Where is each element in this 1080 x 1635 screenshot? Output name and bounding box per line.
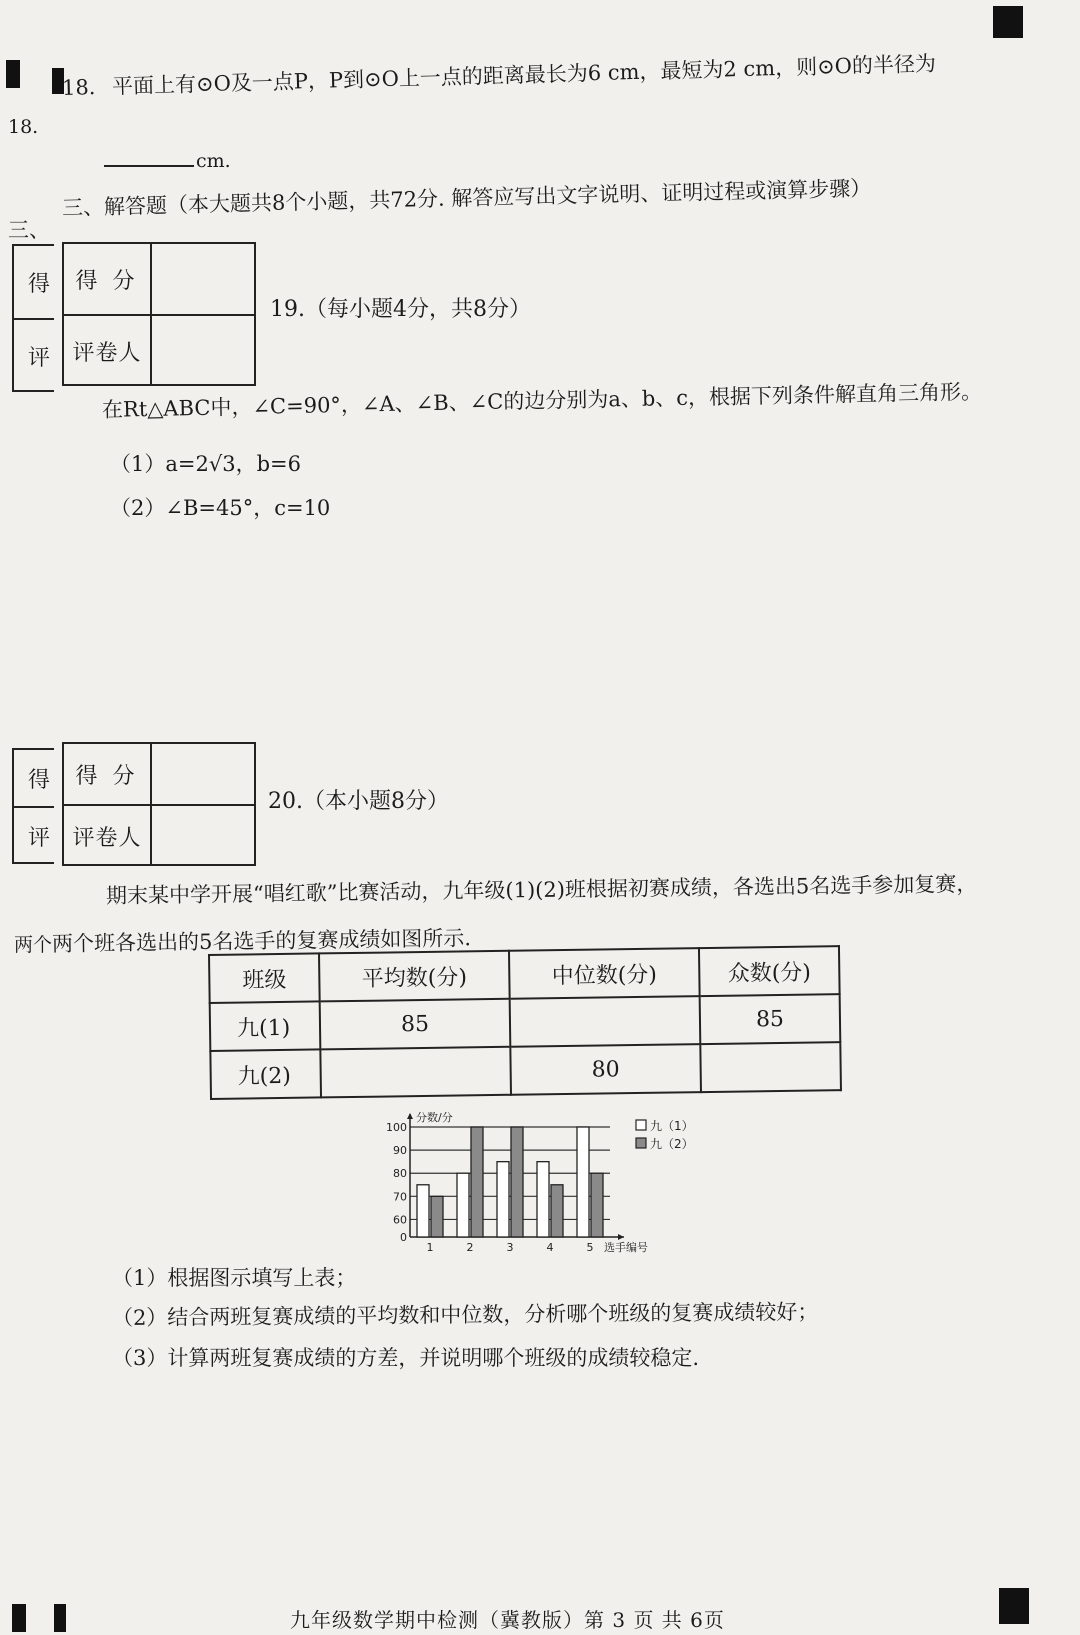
q18-margin-number: 18. bbox=[8, 116, 39, 138]
x-tick-label: 3 bbox=[506, 1241, 514, 1254]
table-header: 平均数(分) bbox=[319, 951, 510, 1002]
x-axis-label: 选手编号 bbox=[604, 1241, 648, 1254]
registration-mark-top-right bbox=[993, 6, 1023, 38]
q18-answer-blank bbox=[104, 165, 194, 167]
y-tick-label: 70 bbox=[393, 1190, 407, 1204]
stats-table bbox=[208, 945, 842, 1100]
q20-score-box bbox=[62, 742, 256, 866]
table-header: 班级 bbox=[209, 953, 320, 1003]
bar-1-5 bbox=[577, 1127, 589, 1237]
q18-line bbox=[62, 45, 1022, 102]
q20-grader-cell[interactable] bbox=[152, 806, 254, 866]
q19-score-box bbox=[62, 242, 256, 386]
registration-mark-bottom-left-2 bbox=[54, 1604, 66, 1632]
q20-stem-line1: 期末某中学开展“唱红歌”比赛活动，九年级(1)(2)班根据初赛成绩，各选出5名选手参加复赛， bbox=[105, 871, 978, 908]
y-tick-label: 80 bbox=[393, 1167, 407, 1181]
q18-unit: cm. bbox=[196, 150, 231, 172]
q20-clipped-row-1: 得 bbox=[28, 767, 51, 793]
bar-1-1 bbox=[417, 1185, 429, 1237]
q19-part2: （2）∠B=45°，c=10 bbox=[110, 496, 331, 520]
registration-mark-bottom-right bbox=[999, 1588, 1029, 1624]
stats-table-header-row bbox=[209, 946, 840, 1003]
bar-2-1 bbox=[431, 1196, 443, 1237]
q20-part1: （1）根据图示填写上表； bbox=[112, 1266, 357, 1290]
q20-part3: （3）计算两班复赛成绩的方差，并说明哪个班级的成绩较稳定. bbox=[112, 1346, 700, 1370]
x-tick-label: 1 bbox=[426, 1241, 434, 1254]
q20-clipped-score-box bbox=[12, 748, 54, 864]
x-tick-label: 5 bbox=[586, 1241, 594, 1254]
q19-score-label: 得 分 bbox=[64, 244, 152, 314]
x-tick-label: 2 bbox=[466, 1241, 474, 1254]
bar-2-5 bbox=[591, 1173, 603, 1237]
q20-grader-label: 评卷人 bbox=[64, 806, 152, 866]
y-axis-label: 分数/分 bbox=[416, 1112, 453, 1124]
registration-mark-left-1 bbox=[6, 60, 20, 88]
q19-clipped-row-2: 评 bbox=[14, 318, 54, 392]
table-cell-median[interactable] bbox=[510, 996, 701, 1047]
bar-1-4 bbox=[537, 1162, 549, 1237]
q18-text: 平面上有⊙O及一点P，P到⊙O上一点的距离最长为6 cm，最短为2 cm，则⊙O的半径为 bbox=[111, 51, 937, 99]
bar-1-3 bbox=[497, 1162, 509, 1237]
bar-chart-svg bbox=[380, 1112, 710, 1264]
legend-label: 九（1） bbox=[650, 1119, 694, 1133]
legend-swatch bbox=[636, 1120, 646, 1130]
y-axis-arrow-icon bbox=[407, 1113, 413, 1119]
q19-stem: 在Rt△ABC中，∠C=90°，∠A、∠B、∠C的边分别为a、b、c，根据下列条件解直角三角形。 bbox=[101, 379, 983, 422]
registration-mark-bottom-left bbox=[12, 1604, 26, 1632]
page-footer: 九年级数学期中检测（冀教版）第 3 页 共 6页 bbox=[290, 1608, 725, 1632]
table-row-class: 九(1) bbox=[210, 1001, 321, 1051]
q19-header: 19.（每小题4分，共8分） bbox=[270, 297, 531, 322]
legend-swatch bbox=[636, 1138, 646, 1148]
q18-number: 18. bbox=[61, 75, 96, 100]
bar-2-3 bbox=[511, 1127, 523, 1237]
q18-answer-line bbox=[104, 150, 231, 172]
table-row bbox=[210, 1042, 841, 1099]
table-cell-mode[interactable]: 85 bbox=[700, 994, 841, 1044]
bar-2-4 bbox=[551, 1185, 563, 1237]
y-tick-label: 60 bbox=[393, 1213, 407, 1227]
x-tick-label: 4 bbox=[546, 1241, 554, 1254]
table-cell-mean[interactable]: 85 bbox=[320, 999, 511, 1050]
section3-title: 三、解答题（本大题共8个小题，共72分. 解答应写出文字说明、证明过程或演算步骤） bbox=[61, 176, 872, 220]
q20-part2: （2）结合两班复赛成绩的平均数和中位数，分析哪个班级的复赛成绩较好； bbox=[111, 1299, 819, 1330]
table-header: 中位数(分) bbox=[509, 948, 700, 999]
y-tick-label: 0 bbox=[400, 1231, 407, 1244]
table-cell-mean[interactable] bbox=[320, 1047, 511, 1098]
q19-score-cell[interactable] bbox=[152, 244, 254, 314]
bar-2-2 bbox=[471, 1127, 483, 1237]
table-cell-mode[interactable] bbox=[700, 1042, 841, 1092]
table-row bbox=[210, 994, 841, 1051]
q20-stem-margin: 两个 bbox=[14, 934, 53, 956]
x-axis-arrow-icon bbox=[618, 1234, 624, 1240]
q19-grader-label: 评卷人 bbox=[64, 316, 152, 386]
bar-1-2 bbox=[457, 1173, 469, 1237]
q20-header: 20.（本小题8分） bbox=[268, 789, 449, 814]
score-bar-chart bbox=[380, 1112, 710, 1264]
q19-clipped-score-box bbox=[12, 244, 54, 392]
q20-stem-line2: 两个班各选出的5名选手的复赛成绩如图所示. bbox=[51, 926, 472, 956]
table-cell-median[interactable]: 80 bbox=[510, 1044, 701, 1095]
legend-label: 九（2） bbox=[650, 1137, 694, 1151]
y-tick-label: 100 bbox=[386, 1121, 407, 1134]
q19-part1: （1）a=2√3，b=6 bbox=[110, 452, 301, 476]
q20-score-label: 得 分 bbox=[64, 744, 152, 804]
table-row-class: 九(2) bbox=[210, 1049, 321, 1099]
q19-grader-cell[interactable] bbox=[152, 316, 254, 386]
q20-score-cell[interactable] bbox=[152, 744, 254, 804]
section3-margin-label: 三、 bbox=[8, 218, 50, 242]
table-header: 众数(分) bbox=[699, 946, 840, 996]
y-tick-label: 90 bbox=[393, 1144, 407, 1158]
q20-clipped-row-2: 评 bbox=[14, 806, 54, 864]
q19-clipped-row-1: 得 bbox=[28, 271, 51, 297]
